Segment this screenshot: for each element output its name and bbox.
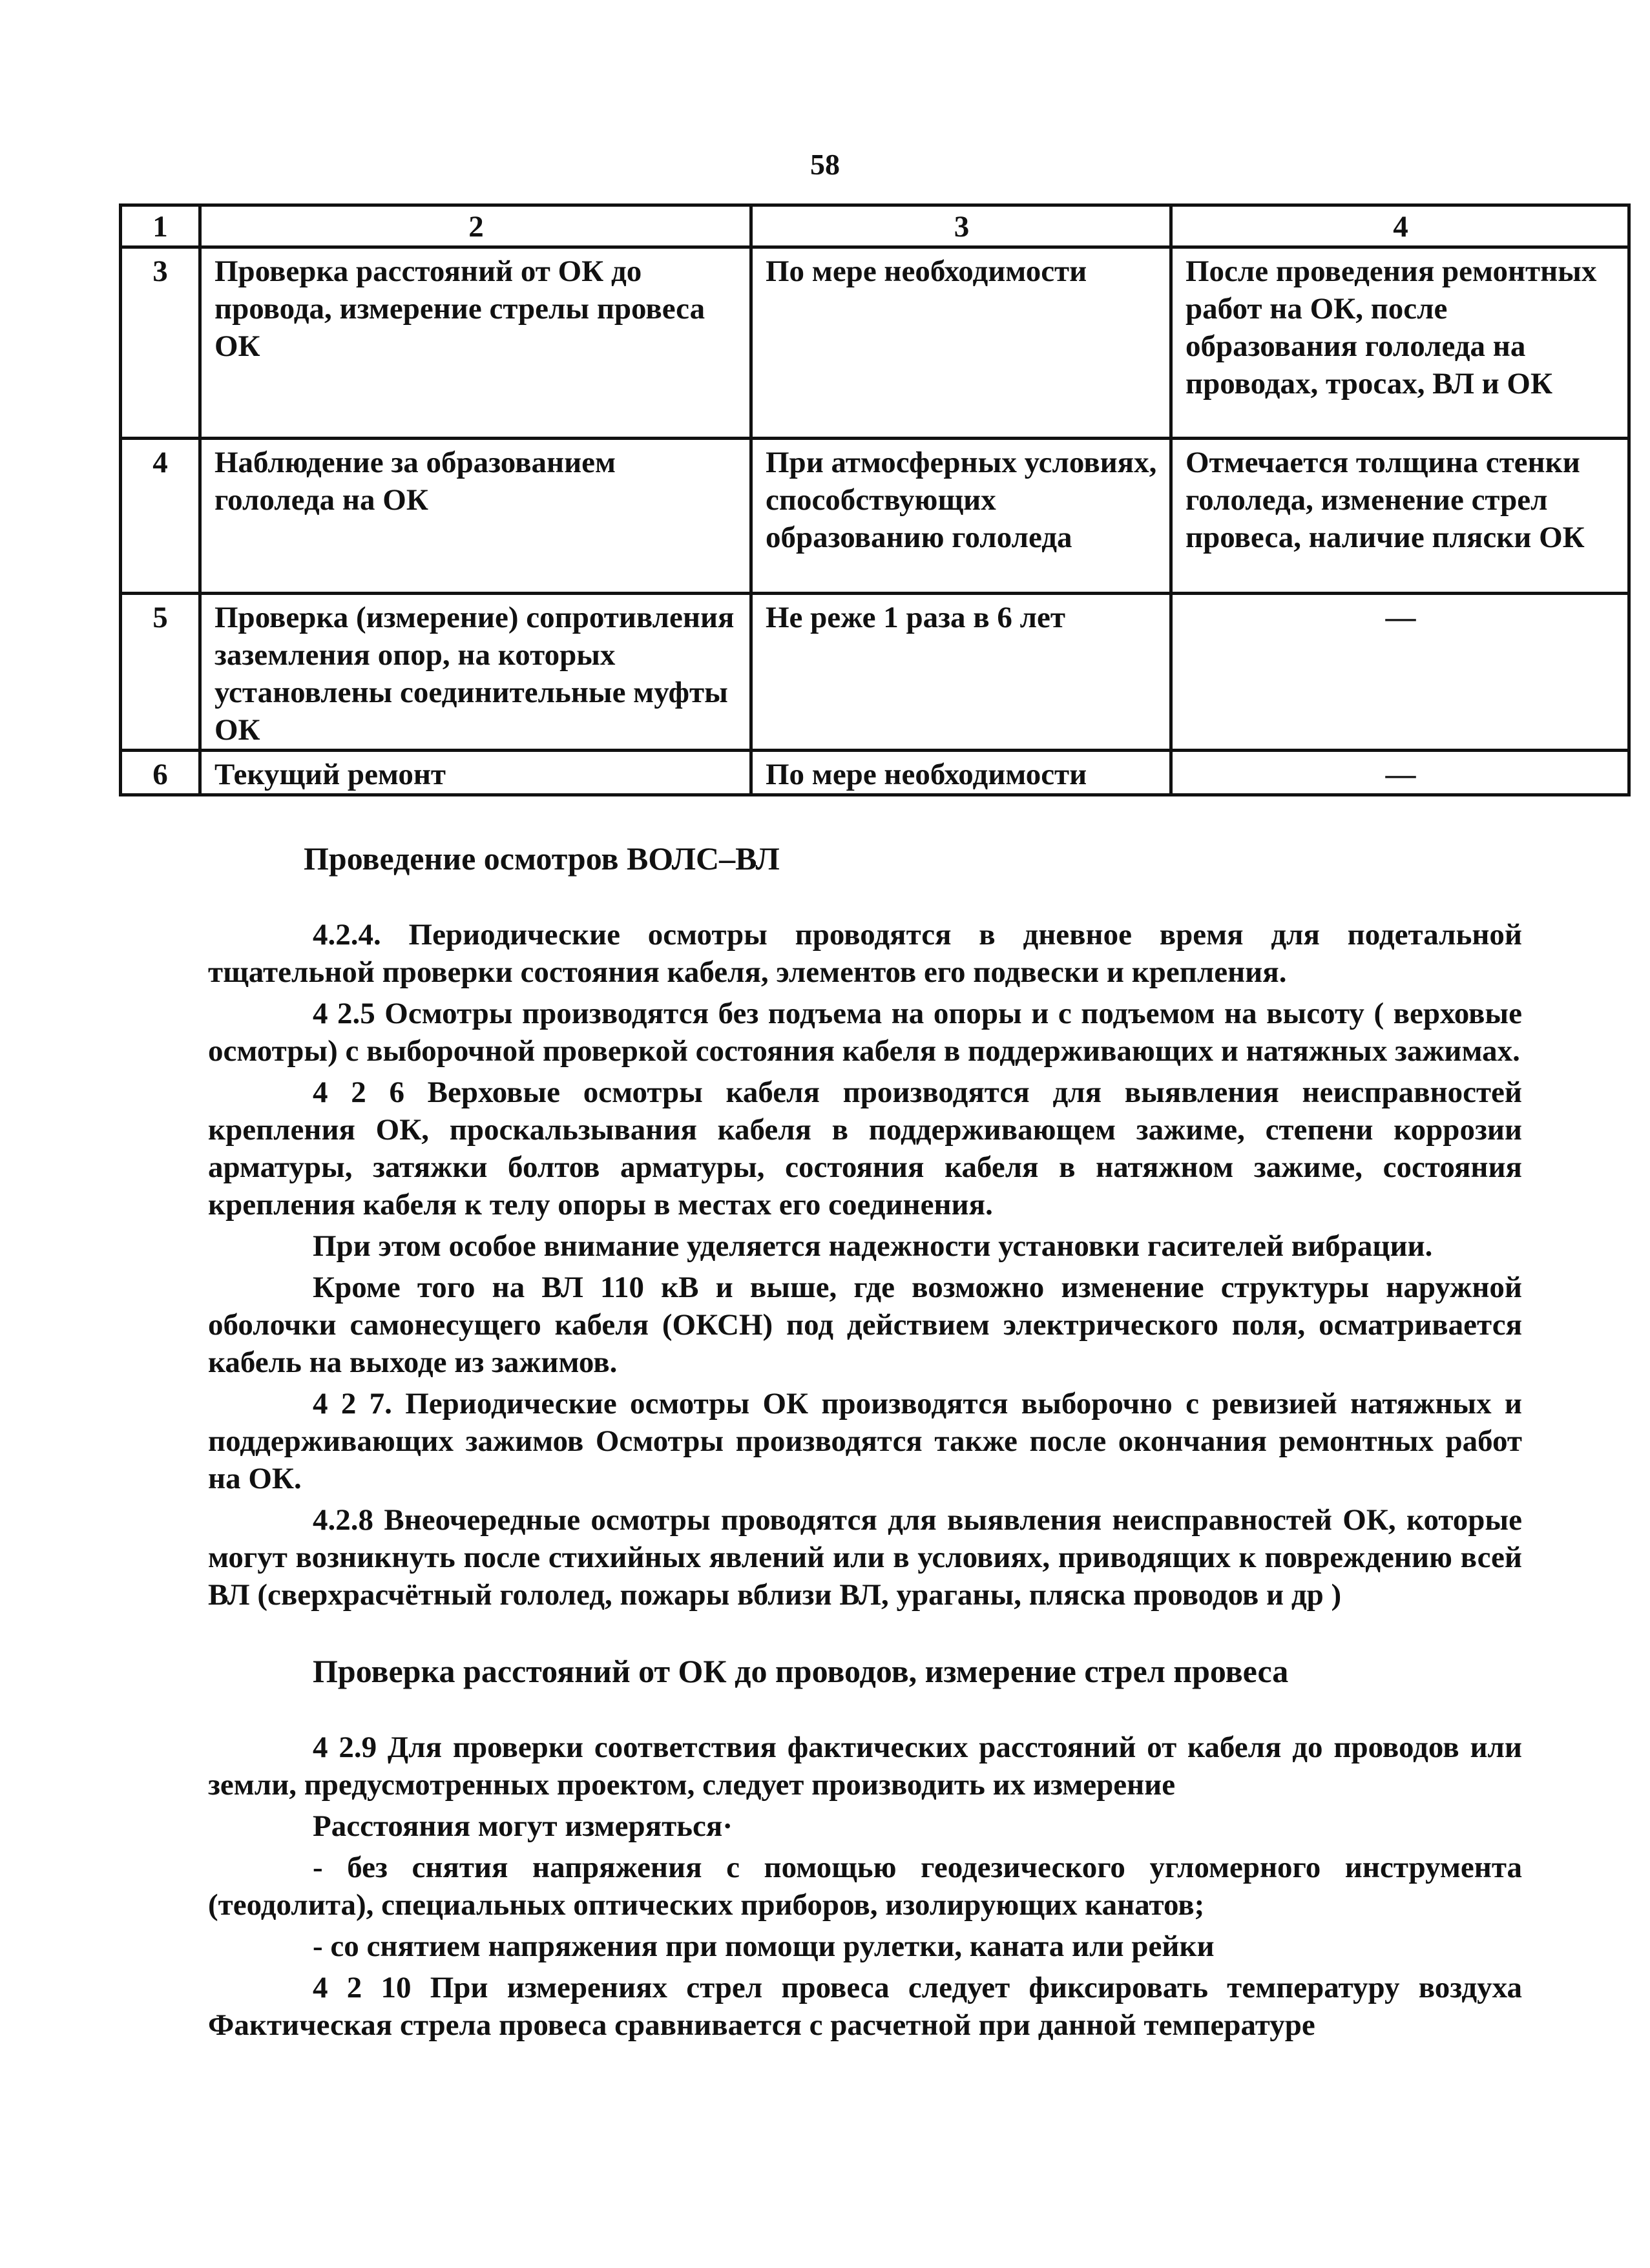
table-header-row	[121, 205, 1629, 247]
paragraph: 4 2.9 Для проверки соответствия фактических расстояний от кабеля до проводов или земли, предусмотренных проектом, следует производить их измерение	[208, 1731, 1522, 1802]
table-header-cell: 1	[121, 205, 200, 247]
paragraph: При этом особое внимание уделяется надежности установки гасителей вибрации.	[313, 1229, 1433, 1263]
section-heading-inspections: Проведение осмотров ВОЛС–ВЛ	[304, 840, 780, 877]
maintenance-table	[119, 203, 1631, 796]
row-number: 4	[121, 439, 200, 594]
work-cell: Проверка расстояний от ОК до провода, измерение стрелы провеса ОК	[200, 247, 751, 439]
table-header-cell: 2	[200, 205, 751, 247]
work-cell: Наблюдение за образованием гололеда на ОК	[200, 439, 751, 594]
paragraph: 4.2.8 Внеочередные осмотры проводятся для выявления неисправностей ОК, которые могут возникнуть после стихийных явлений или в условиях, приводящих к повреждению всей ВЛ (сверхрасчётный гололед, пожары вблизи ВЛ, ураганы, пляска проводов и др )	[208, 1503, 1522, 1612]
table-header-cell: 4	[1171, 205, 1629, 247]
period-cell: По мере необходимости	[751, 247, 1171, 439]
period-cell: Не реже 1 раза в 6 лет	[751, 594, 1171, 751]
paragraph: 4 2 6 Верховые осмотры кабеля производятся для выявления неисправностей крепления ОК, проскальзывания кабеля в поддерживающем зажиме, степени коррозии арматуры, затяжки болтов арматуры, состояния кабеля в натяжном зажиме, состояния крепления кабеля к телу опоры в местах его соединения.	[208, 1076, 1522, 1222]
table-row	[121, 751, 1629, 795]
paragraph: - без снятия напряжения с помощью геодезического угломерного инструмента (теодолита), специальных оптических приборов, изолирующих канатов;	[208, 1851, 1522, 1922]
note-cell: После проведения ремонтных работ на ОК, после образования гололеда на проводах, тросах, ВЛ и ОК	[1171, 247, 1629, 439]
paragraph: 4 2 7. Периодические осмотры ОК производятся выборочно с ревизией натяжных и поддерживающих зажимов Осмотры производятся также после окончания ремонтных работ на ОК.	[208, 1387, 1522, 1495]
row-number: 3	[121, 247, 200, 439]
note-cell: —	[1171, 594, 1629, 751]
table-row	[121, 247, 1629, 439]
paragraph: Расстояния могут измеряться·	[313, 1809, 733, 1843]
table-row	[121, 594, 1629, 751]
paragraph: - со снятием напряжения при помощи рулетки, каната или рейки	[313, 1930, 1215, 1963]
table-row	[121, 439, 1629, 594]
paragraph: 4 2.5 Осмотры производятся без подъема на опоры и с подъемом на высоту ( верховые осмотры) с выборочной проверкой состояния кабеля в поддерживающих и натяжных зажимах.	[208, 997, 1522, 1068]
row-number: 5	[121, 594, 200, 751]
period-cell: При атмосферных условиях, способствующих образованию гололеда	[751, 439, 1171, 594]
paragraph: 4.2.4. Периодические осмотры проводятся в дневное время для подетальной тщательной проверки состояния кабеля, элементов его подвески и крепления.	[208, 918, 1522, 989]
paragraph: 4 2 10 При измерениях стрел провеса следует фиксировать температуру воздуха Фактическая стрела провеса сравнивается с расчетной при данной температуре	[208, 1971, 1522, 2042]
body-text	[208, 840, 1522, 2048]
section-heading-distances: Проверка расстояний от ОК до проводов, измерение стрел провеса	[313, 1653, 1289, 1689]
note-cell: Отмечается толщина стенки гололеда, изменение стрел провеса, наличие пляски ОК	[1171, 439, 1629, 594]
page-number: 58	[810, 148, 840, 181]
work-cell: Проверка (измерение) сопротивления заземления опор, на которых установлены соединительные муфты ОК	[200, 594, 751, 751]
note-cell: —	[1171, 751, 1629, 795]
period-cell: По мере необходимости	[751, 751, 1171, 795]
table-header-cell: 3	[751, 205, 1171, 247]
work-cell: Текущий ремонт	[200, 751, 751, 795]
row-number: 6	[121, 751, 200, 795]
paragraph: Кроме того на ВЛ 110 кВ и выше, где возможно изменение структуры наружной оболочки самонесущего кабеля (ОКСН) под действием электрического поля, осматривается кабель на выходе из зажимов.	[208, 1271, 1522, 1379]
